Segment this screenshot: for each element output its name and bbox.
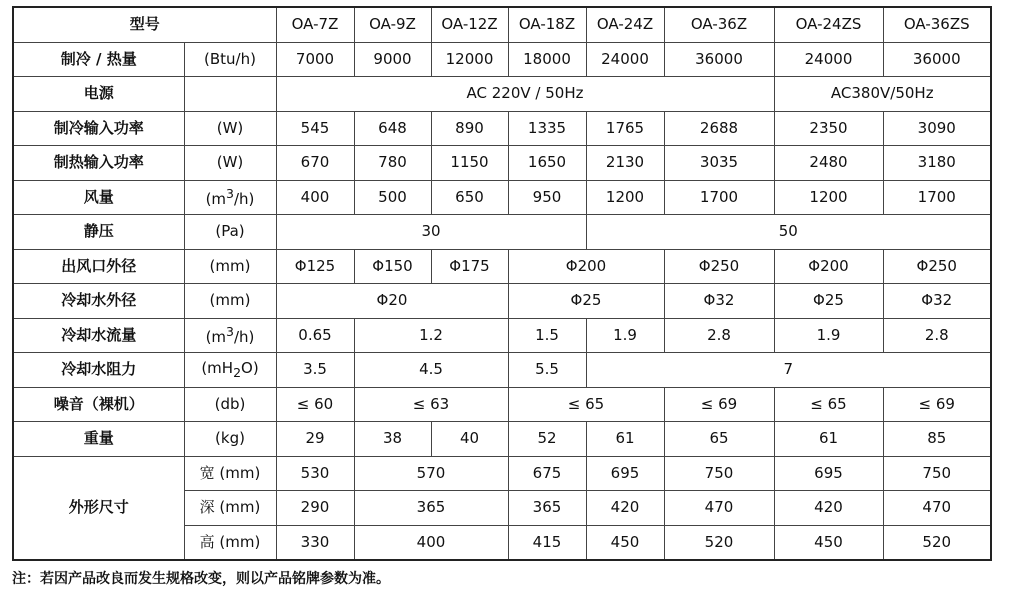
value-cell: 38 xyxy=(354,422,431,457)
value-cell: 400 xyxy=(276,180,354,215)
value-cell: ≤ 65 xyxy=(508,387,664,422)
value-cell: 1200 xyxy=(774,180,883,215)
row-label: 风量 xyxy=(13,180,184,215)
spec-table xyxy=(12,6,992,561)
value-cell: Φ250 xyxy=(883,249,991,284)
row-unit: (mm) xyxy=(184,249,276,284)
value-cell: 1150 xyxy=(431,146,508,181)
static-pressure-row xyxy=(13,215,991,250)
row-unit xyxy=(184,318,276,353)
value-cell: 24000 xyxy=(586,42,664,77)
unit-text: (m xyxy=(205,327,227,346)
airflow-row xyxy=(13,180,991,215)
value-cell: 2480 xyxy=(774,146,883,181)
value-cell: AC 220V / 50Hz xyxy=(276,77,774,112)
value-cell: 695 xyxy=(586,456,664,491)
value-cell: 1700 xyxy=(883,180,991,215)
value-cell: Φ32 xyxy=(883,284,991,319)
water-resistance-row xyxy=(13,353,991,388)
value-cell: 470 xyxy=(664,491,774,526)
value-cell: 4.5 xyxy=(354,353,508,388)
row-unit xyxy=(184,353,276,388)
value-cell: 400 xyxy=(354,525,508,560)
row-label: 制冷输入功率 xyxy=(13,111,184,146)
value-cell: 650 xyxy=(431,180,508,215)
model-label: 型号 xyxy=(13,7,276,42)
value-cell: 52 xyxy=(508,422,586,457)
value-cell: 24000 xyxy=(774,42,883,77)
value-cell: 950 xyxy=(508,180,586,215)
value-cell: ≤ 65 xyxy=(774,387,883,422)
value-cell: 1.9 xyxy=(586,318,664,353)
value-cell: 1200 xyxy=(586,180,664,215)
value-cell: 675 xyxy=(508,456,586,491)
value-cell: 61 xyxy=(586,422,664,457)
capacity-row xyxy=(13,42,991,77)
value-cell: 61 xyxy=(774,422,883,457)
row-label: 外形尺寸 xyxy=(13,456,184,560)
row-label: 出风口外径 xyxy=(13,249,184,284)
value-cell: 1.9 xyxy=(774,318,883,353)
value-cell: 65 xyxy=(664,422,774,457)
value-cell: 750 xyxy=(883,456,991,491)
unit-superscript: 3 xyxy=(226,323,234,339)
heating-input-row xyxy=(13,146,991,181)
value-cell: 1.5 xyxy=(508,318,586,353)
value-cell: 2688 xyxy=(664,111,774,146)
row-unit: (W) xyxy=(184,146,276,181)
value-cell: 1650 xyxy=(508,146,586,181)
value-cell: 470 xyxy=(883,491,991,526)
value-cell: 1700 xyxy=(664,180,774,215)
value-cell: 330 xyxy=(276,525,354,560)
value-cell: 9000 xyxy=(354,42,431,77)
value-cell: 18000 xyxy=(508,42,586,77)
value-cell: 7000 xyxy=(276,42,354,77)
value-cell: 7 xyxy=(586,353,991,388)
value-cell: 365 xyxy=(354,491,508,526)
unit-text: (mH xyxy=(201,358,234,377)
row-label: 冷却水阻力 xyxy=(13,353,184,388)
value-cell: 5.5 xyxy=(508,353,586,388)
value-cell: 695 xyxy=(774,456,883,491)
value-cell: 420 xyxy=(586,491,664,526)
value-cell: 450 xyxy=(586,525,664,560)
value-cell: 670 xyxy=(276,146,354,181)
value-cell: 415 xyxy=(508,525,586,560)
value-cell: 3.5 xyxy=(276,353,354,388)
value-cell: AC380V/50Hz xyxy=(774,77,991,112)
value-cell: 570 xyxy=(354,456,508,491)
value-cell: 750 xyxy=(664,456,774,491)
value-cell: 2.8 xyxy=(664,318,774,353)
value-cell: ≤ 69 xyxy=(883,387,991,422)
value-cell: 290 xyxy=(276,491,354,526)
water-flow-row xyxy=(13,318,991,353)
value-cell: Φ150 xyxy=(354,249,431,284)
value-cell: 545 xyxy=(276,111,354,146)
weight-row xyxy=(13,422,991,457)
value-cell: 3090 xyxy=(883,111,991,146)
model-cell: OA-36ZS xyxy=(883,7,991,42)
row-unit xyxy=(184,180,276,215)
row-unit: (Pa) xyxy=(184,215,276,250)
header-row xyxy=(13,7,991,42)
value-cell: 0.65 xyxy=(276,318,354,353)
model-cell: OA-9Z xyxy=(354,7,431,42)
row-label: 电源 xyxy=(13,77,184,112)
row-label: 制热输入功率 xyxy=(13,146,184,181)
row-label: 冷却水流量 xyxy=(13,318,184,353)
noise-row xyxy=(13,387,991,422)
value-cell: 30 xyxy=(276,215,586,250)
row-label: 制冷 / 热量 xyxy=(13,42,184,77)
model-cell: OA-36Z xyxy=(664,7,774,42)
value-cell: 2350 xyxy=(774,111,883,146)
value-cell: 85 xyxy=(883,422,991,457)
row-unit: (kg) xyxy=(184,422,276,457)
value-cell: 450 xyxy=(774,525,883,560)
row-label: 冷却水外径 xyxy=(13,284,184,319)
model-cell: OA-12Z xyxy=(431,7,508,42)
value-cell: ≤ 69 xyxy=(664,387,774,422)
unit-superscript: 3 xyxy=(226,185,234,201)
value-cell: 29 xyxy=(276,422,354,457)
unit-text: O) xyxy=(241,358,259,377)
row-unit-empty xyxy=(184,77,276,112)
value-cell: 2130 xyxy=(586,146,664,181)
row-unit: (mm) xyxy=(184,284,276,319)
row-unit: (W) xyxy=(184,111,276,146)
row-unit: (Btu/h) xyxy=(184,42,276,77)
row-unit: (db) xyxy=(184,387,276,422)
value-cell: Φ20 xyxy=(276,284,508,319)
row-unit: 深 (mm) xyxy=(184,491,276,526)
model-cell: OA-18Z xyxy=(508,7,586,42)
value-cell: Φ25 xyxy=(508,284,664,319)
value-cell: Φ32 xyxy=(664,284,774,319)
value-cell: 530 xyxy=(276,456,354,491)
row-label: 静压 xyxy=(13,215,184,250)
row-label: 重量 xyxy=(13,422,184,457)
value-cell: 420 xyxy=(774,491,883,526)
value-cell: 500 xyxy=(354,180,431,215)
model-cell: OA-7Z xyxy=(276,7,354,42)
unit-subscript: 2 xyxy=(233,364,242,380)
value-cell: ≤ 63 xyxy=(354,387,508,422)
value-cell: 36000 xyxy=(664,42,774,77)
value-cell: ≤ 60 xyxy=(276,387,354,422)
outlet-diameter-row xyxy=(13,249,991,284)
value-cell: 3180 xyxy=(883,146,991,181)
value-cell: 40 xyxy=(431,422,508,457)
row-label: 噪音（裸机） xyxy=(13,387,184,422)
value-cell: 520 xyxy=(664,525,774,560)
value-cell: 520 xyxy=(883,525,991,560)
value-cell: Φ125 xyxy=(276,249,354,284)
value-cell: 12000 xyxy=(431,42,508,77)
unit-text: /h) xyxy=(234,327,255,346)
value-cell: 1.2 xyxy=(354,318,508,353)
value-cell: Φ175 xyxy=(431,249,508,284)
value-cell: Φ200 xyxy=(774,249,883,284)
value-cell: 36000 xyxy=(883,42,991,77)
value-cell: Φ200 xyxy=(508,249,664,284)
value-cell: 648 xyxy=(354,111,431,146)
value-cell: Φ250 xyxy=(664,249,774,284)
value-cell: 2.8 xyxy=(883,318,991,353)
value-cell: 50 xyxy=(586,215,991,250)
value-cell: Φ25 xyxy=(774,284,883,319)
value-cell: 1335 xyxy=(508,111,586,146)
cooling-input-row xyxy=(13,111,991,146)
power-supply-row xyxy=(13,77,991,112)
value-cell: 3035 xyxy=(664,146,774,181)
value-cell: 890 xyxy=(431,111,508,146)
unit-text: (m xyxy=(205,189,227,208)
value-cell: 1765 xyxy=(586,111,664,146)
value-cell: 780 xyxy=(354,146,431,181)
water-pipe-row xyxy=(13,284,991,319)
footnote: 注：若因产品改良而发生规格改变，则以产品铭牌参数为准。 xyxy=(12,571,390,587)
value-cell: 365 xyxy=(508,491,586,526)
row-unit: 宽 (mm) xyxy=(184,456,276,491)
dimension-width-row xyxy=(13,456,991,491)
row-unit: 高 (mm) xyxy=(184,525,276,560)
unit-text: /h) xyxy=(234,189,255,208)
model-cell: OA-24ZS xyxy=(774,7,883,42)
model-cell: OA-24Z xyxy=(586,7,664,42)
